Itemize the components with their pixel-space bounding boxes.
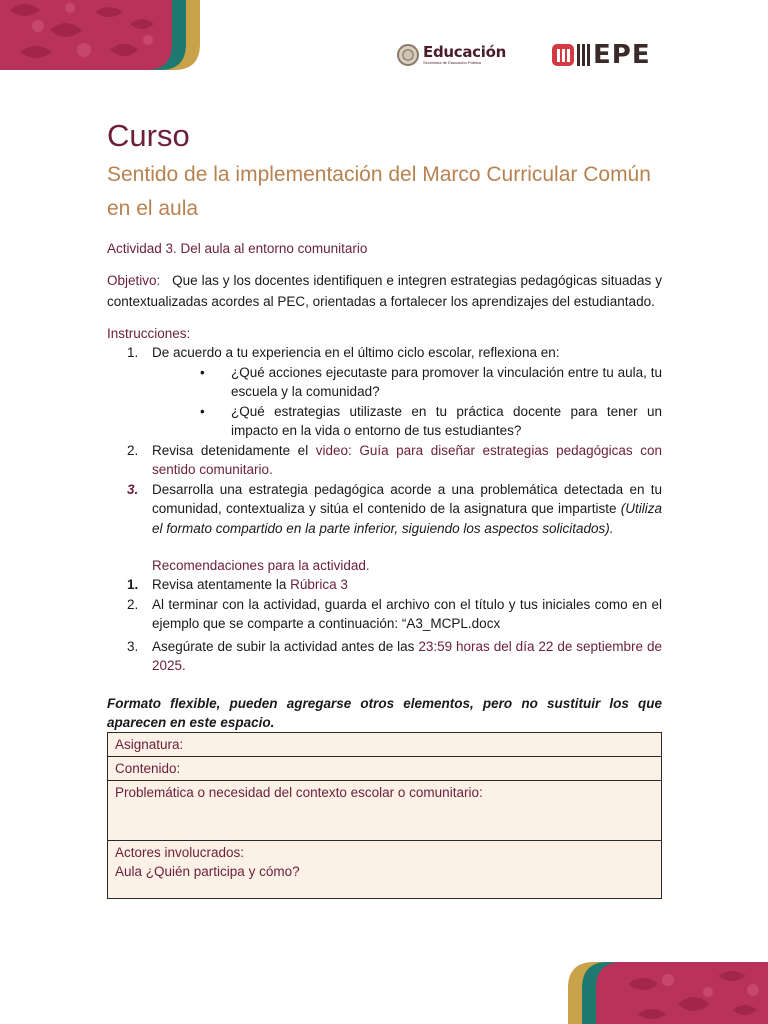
decorative-banner-top [0, 0, 200, 70]
instructions-list [107, 343, 662, 538]
actores-cell[interactable] [108, 840, 662, 898]
contenido-cell[interactable]: Contenido: [108, 756, 662, 780]
recommendation-1-text: Revisa atentamente la [152, 577, 291, 592]
instruction-3-text: Desarrolla una estrategia pedagógica acorde a una problemática detectada en tu comunidad, contextualiza y sitúa el contenido de la asignatura que impartiste [152, 481, 662, 516]
recommendation-3-text: Asegúrate de subir la actividad antes de las [152, 638, 419, 654]
list-number: 2. [127, 442, 139, 458]
sep-logo-name: Educación [423, 43, 506, 61]
aula-label: Aula ¿Quién participa y cómo? [115, 863, 300, 879]
activity-title: Actividad 3. Del aula al entorno comunitario [107, 241, 368, 256]
table-row [108, 840, 662, 898]
bullet-icon: • [200, 364, 205, 380]
course-title: Sentido de la implementación del Marco Curricular Común en el aula [107, 163, 651, 220]
instruction-2-text: Revisa detenidamente el [152, 442, 316, 458]
list-number: 2. [127, 596, 139, 612]
header-logos [397, 40, 651, 70]
objective-label: Objetivo: [107, 273, 161, 288]
decorative-banner-bottom [568, 962, 768, 1024]
sep-logo [397, 44, 506, 66]
list-item [107, 637, 662, 676]
instructions-label: Instrucciones: [107, 326, 191, 341]
list-item [107, 441, 662, 480]
list-number: 1. [127, 345, 139, 360]
recommendation-2-text: Al terminar con la actividad, guarda el archivo con el título y tus iniciales como en el ejemplo que se comparte a continuación: “A3_MCPL.docx [152, 596, 662, 631]
course-label: Curso [107, 118, 190, 153]
sep-logo-subtitle: Secretaría de Educación Pública [423, 60, 482, 65]
list-number: 3. [127, 638, 139, 654]
instruction-3-note: (Utiliza el formato compartido en la parte inferior, siguiendo los aspectos solicitados). [152, 501, 662, 536]
mepe-logo-text: EPE [593, 40, 651, 70]
instruction-1-text: De acuerdo a tu experiencia en el último ciclo escolar, reflexiona en: [152, 345, 560, 360]
objective-paragraph [107, 270, 662, 312]
list-number: 1. [127, 577, 139, 592]
table-row [108, 732, 662, 756]
format-note: Formato flexible, pueden agregarse otros elementos, pero no sustituir los que aparecen en este espacio. [107, 695, 662, 730]
mepe-mark-icon [552, 44, 574, 66]
table-row [108, 780, 662, 840]
asignatura-cell[interactable]: Asignatura: [108, 732, 662, 756]
actores-label: Actores involucrados: [115, 844, 245, 860]
objective-text: Que las y los docentes identifiquen e integren estrategias pedagógicas situadas y contextualizadas acordes al PEC, orientadas a fortalecer los aprendizajes del estudiantado. [107, 273, 662, 309]
bullet-text: ¿Qué acciones ejecutaste para promover la vinculación entre tu aula, tu escuela y la comunidad? [231, 364, 662, 399]
reflection-bullets [186, 363, 662, 441]
mepe-bars-icon [577, 44, 590, 66]
list-item [107, 575, 662, 595]
deadline-text: 23:59 horas del día 22 de septiembre de 2025. [152, 638, 662, 673]
bullet-item [186, 363, 662, 402]
list-item [107, 343, 662, 363]
activity-format-table [107, 732, 662, 899]
list-item [107, 595, 662, 634]
problematica-cell[interactable]: Problemática o necesidad del contexto escolar o comunitario: [108, 780, 662, 840]
recommendations-list [107, 575, 662, 676]
rubric-link[interactable]: Rúbrica 3 [290, 577, 348, 592]
recommendations-label: Recomendaciones para la actividad. [152, 558, 370, 573]
mepe-logo [552, 42, 651, 68]
document-body [107, 118, 662, 899]
list-item [107, 480, 662, 539]
bullet-text: ¿Qué estrategias utilizaste en tu práctica docente para tener un impacto en la vida o entorno de tus estudiantes? [231, 403, 662, 438]
bullet-item [186, 402, 662, 441]
mexico-seal-icon [397, 44, 419, 66]
video-guide-link[interactable]: video: Guía para diseñar estrategias pedagógicas con sentido comunitario. [152, 442, 663, 477]
table-row [108, 756, 662, 780]
list-number: 3. [127, 481, 139, 497]
bullet-icon: • [200, 403, 205, 419]
